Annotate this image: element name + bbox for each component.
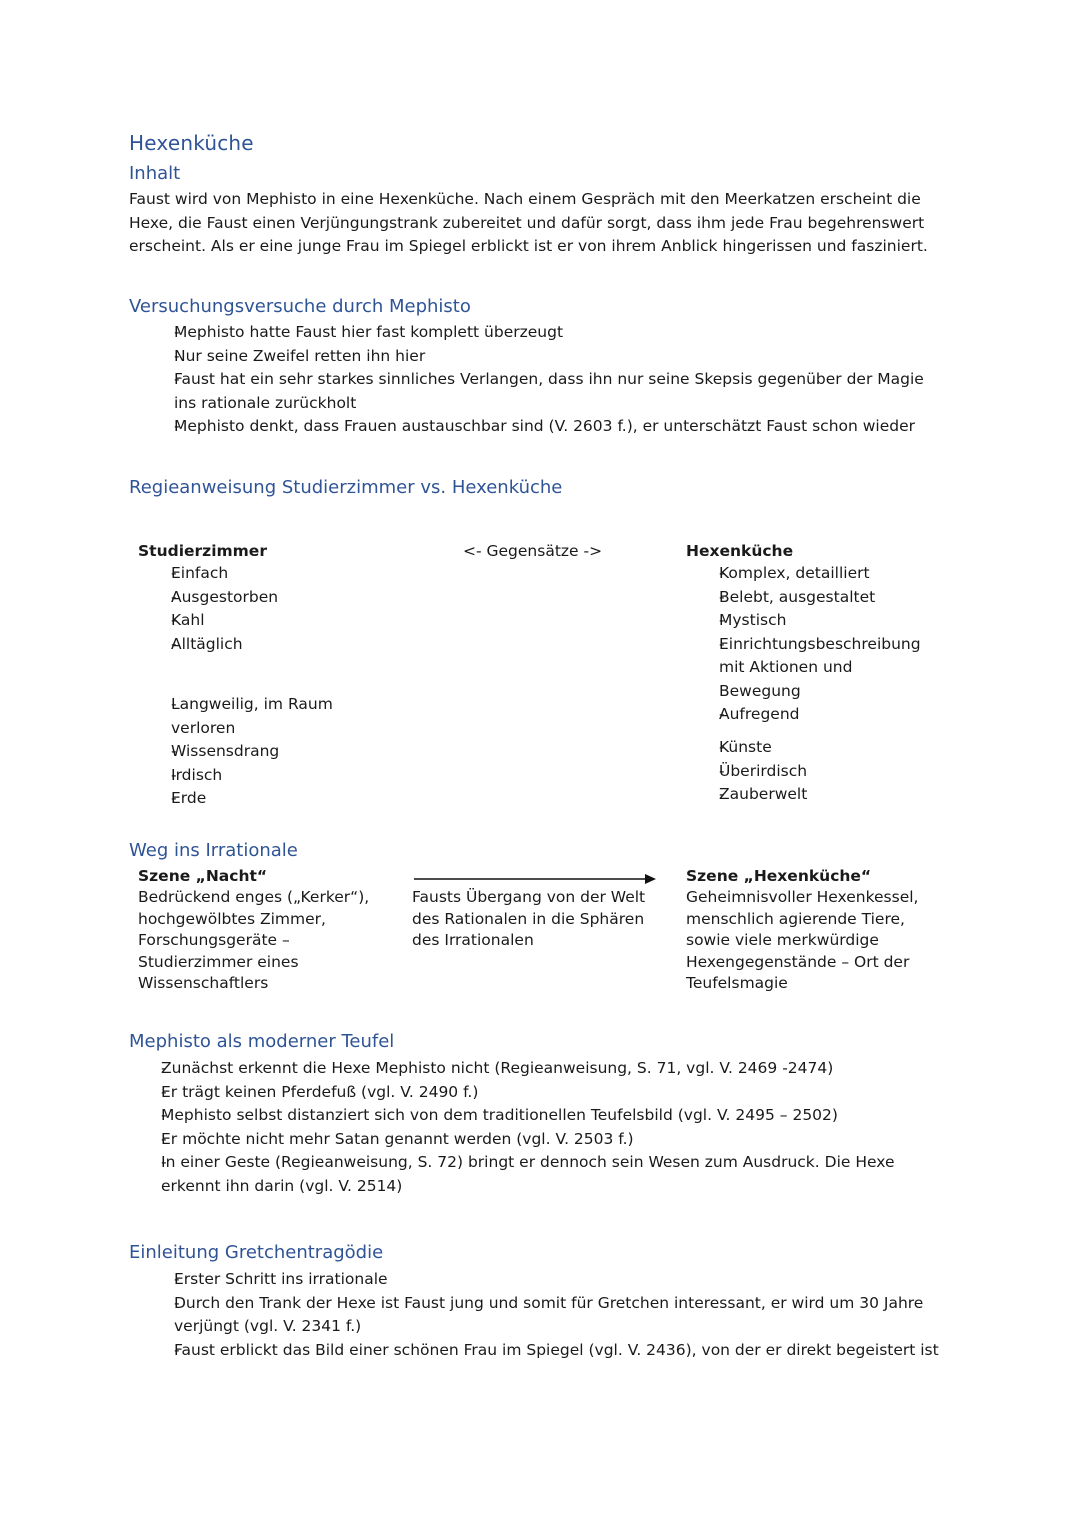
- list-item: - Zauberwelt: [686, 783, 956, 807]
- list-item: - Ausgestorben: [138, 586, 378, 610]
- regie-right-list-1: [686, 562, 956, 727]
- list-item: - Langweilig, im Raum verloren: [138, 693, 378, 740]
- list-item: - Faust hat ein sehr starkes sinnliches Verlangen, dass ihn nur seine Skepsis gegenüber der Magie ins rationale zurückholt: [140, 368, 950, 415]
- section-heading-weg: Weg ins Irrationale: [129, 840, 298, 861]
- list-item: - Wissensdrang: [138, 740, 378, 764]
- list-item: - Irdisch: [138, 764, 378, 788]
- regie-left-list-1: [138, 562, 378, 656]
- list-item: - Künste: [686, 736, 956, 760]
- regie-right-list-2: [686, 736, 956, 807]
- regie-left-list-2: [138, 693, 378, 811]
- list-item: - In einer Geste (Regieanweisung, S. 72) bringt er dennoch sein Wesen zum Ausdruck. Die Hexe erkennt ihn darin (vgl. V. 2514): [129, 1151, 944, 1198]
- list-item: - Zunächst erkennt die Hexe Mephisto nicht (Regieanweisung, S. 71, vgl. V. 2469 -2474): [129, 1057, 944, 1081]
- weg-left-text: Bedrückend enges („Kerker“), hochgewölbtes Zimmer, Forschungsgeräte – Studierzimmer eines Wissenschaftlers: [138, 888, 370, 993]
- section-heading-regie: Regieanweisung Studierzimmer vs. Hexenküche: [129, 477, 563, 498]
- weg-right-title: Szene „Hexenküche“: [686, 867, 872, 885]
- regie-right-title: Hexenküche: [686, 542, 794, 560]
- weg-right-text: Geheimnisvoller Hexenkessel, menschlich agierende Tiere, sowie viele merkwürdige Hexengegenstände – Ort der Teufelsmagie: [686, 888, 919, 993]
- weg-left-title: Szene „Nacht“: [138, 867, 268, 885]
- section-heading-inhalt: Inhalt: [129, 163, 181, 184]
- list-item: - Faust erblickt das Bild einer schönen Frau im Spiegel (vgl. V. 2436), von der er direkt begeistert ist: [140, 1339, 950, 1363]
- list-item: - Kahl: [138, 609, 378, 633]
- list-item: - Aufregend: [686, 703, 956, 727]
- list-item: - Nur seine Zweifel retten ihn hier: [140, 345, 950, 369]
- regie-middle-label: <- Gegensätze ->: [463, 542, 603, 560]
- weg-middle-text: Fausts Übergang von der Welt des Rationalen in die Sphären des Irrationalen: [412, 888, 646, 950]
- regie-left-title: Studierzimmer: [138, 542, 267, 560]
- section-heading-versuchung: Versuchungsversuche durch Mephisto: [129, 296, 471, 317]
- list-item: - Belebt, ausgestaltet: [686, 586, 956, 610]
- gretchen-list: [140, 1268, 950, 1362]
- list-item: - Einfach: [138, 562, 378, 586]
- section-heading-mephisto: Mephisto als moderner Teufel: [129, 1031, 395, 1052]
- list-item: - Erster Schritt ins irrationale: [140, 1268, 950, 1292]
- section-heading-gretchen: Einleitung Gretchentragödie: [129, 1242, 384, 1263]
- mephisto-list: [129, 1057, 944, 1198]
- page-title: Hexenküche: [129, 131, 254, 155]
- list-item: - Mephisto hatte Faust hier fast komplett überzeugt: [140, 321, 950, 345]
- list-item: - Durch den Trank der Hexe ist Faust jung und somit für Gretchen interessant, er wird um 30 Jahre verjüngt (vgl. V. 2341 f.): [140, 1292, 950, 1339]
- list-item: - Er trägt keinen Pferdefuß (vgl. V. 2490 f.): [129, 1081, 944, 1105]
- list-item: - Er möchte nicht mehr Satan genannt werden (vgl. V. 2503 f.): [129, 1128, 944, 1152]
- list-item: - Erde: [138, 787, 378, 811]
- list-item: - Einrichtungsbeschreibung mit Aktionen und Bewegung: [686, 633, 956, 704]
- arrow-right-icon: [412, 870, 658, 888]
- list-item: - Alltäglich: [138, 633, 378, 657]
- list-item: - Komplex, detailliert: [686, 562, 956, 586]
- inhalt-paragraph: Faust wird von Mephisto in eine Hexenküche. Nach einem Gespräch mit den Meerkatzen erscheint die Hexe, die Faust einen Verjüngungstrank zubereitet und dafür sorgt, dass ihm jede Frau begehrenswert erscheint. Als er eine junge Frau im Spiegel erblickt ist er von ihrem Anblick hingerissen und fasziniert.: [129, 190, 928, 255]
- list-item: - Mephisto denkt, dass Frauen austauschbar sind (V. 2603 f.), er unterschätzt Faust schon wieder: [140, 415, 950, 439]
- list-item: - Überirdisch: [686, 760, 956, 784]
- versuchung-list: [140, 321, 950, 439]
- list-item: - Mystisch: [686, 609, 956, 633]
- list-item: - Mephisto selbst distanziert sich von dem traditionellen Teufelsbild (vgl. V. 2495 – 2502): [129, 1104, 944, 1128]
